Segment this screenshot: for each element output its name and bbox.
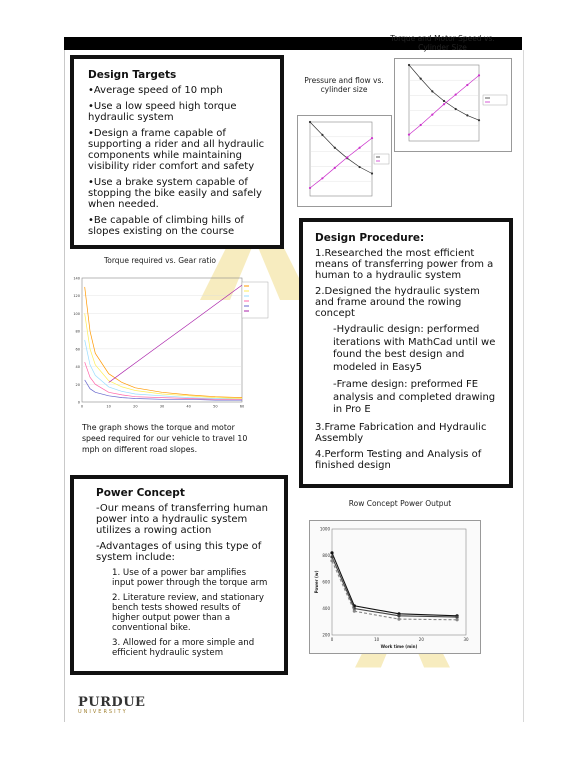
design-target-item: •Be capable of climbing hills of slopes existing on the course: [88, 215, 244, 237]
row-power-caption: Row Concept Power Output: [348, 499, 452, 508]
legend-box: [242, 282, 268, 318]
tick-label: 0: [77, 400, 80, 405]
power-concept-text: -Our means of transferring human power into a hydraulic system utilizes a rowing action: [96, 503, 268, 536]
torque-gear-caption: Torque required vs. Gear ratio: [103, 256, 217, 265]
series-line: [109, 285, 242, 382]
tick-label: 60: [75, 347, 80, 352]
tick-label: 40: [186, 404, 191, 409]
power-concept-box: [70, 475, 288, 675]
plot-area: [82, 278, 242, 402]
design-targets-box: [70, 55, 284, 249]
data-point: [321, 134, 323, 136]
tick-label: 20: [75, 382, 80, 387]
data-point: [420, 124, 422, 126]
tick-label: 40: [75, 365, 80, 370]
data-point: [420, 78, 422, 80]
series-line: [85, 313, 242, 398]
data-point: [408, 134, 410, 136]
design-targets-title: Design Targets: [88, 69, 177, 81]
data-point: [431, 114, 433, 116]
pressure-flow-chart: [297, 115, 392, 207]
data-point: [321, 177, 323, 179]
data-point: [371, 172, 373, 174]
tick-label: 30: [159, 404, 165, 409]
tick-label: 0: [330, 637, 334, 642]
data-point: [455, 94, 457, 96]
design-procedure-title: Design Procedure:: [315, 232, 425, 244]
data-point: [455, 108, 457, 110]
torque-gear-description: The graph shows the torque and motor speed required for our vehicle to travel 10 mph on different road slopes.: [82, 423, 248, 454]
data-point: [408, 64, 410, 66]
data-point: [334, 147, 336, 149]
tick-label: 30: [463, 637, 469, 642]
tick-label: 20: [133, 404, 138, 409]
data-point: [309, 187, 311, 189]
tick-label: 100: [73, 311, 80, 316]
legend-box: [483, 95, 507, 105]
data-point: [371, 137, 373, 139]
data-point: [478, 74, 480, 76]
tick-label: 600: [322, 579, 330, 585]
tick-label: 20: [418, 637, 424, 642]
data-point: [443, 103, 445, 105]
row-power-chart: [309, 520, 481, 654]
data-point: [397, 614, 400, 617]
tick-label: 10: [374, 637, 380, 642]
legend-box: [374, 154, 389, 164]
design-target-item: •Average speed of 10 mph: [88, 85, 223, 96]
series-line: [85, 380, 242, 400]
design-target-item: •Use a low speed high torque hydraulic system: [88, 101, 237, 123]
data-point: [466, 114, 468, 116]
procedure-step: 3.Frame Fabrication and Hydraulic Assembly: [315, 421, 487, 444]
data-point: [334, 167, 336, 169]
data-point: [309, 121, 311, 123]
data-point: [397, 618, 400, 621]
tick-label: 140: [73, 276, 80, 281]
procedure-step: 2.Designed the hydraulic system and frame around the rowing concept: [315, 286, 480, 319]
design-target-item: •Design a frame capable of supporting a rider and all hydraulic components while maintaining visibility rider comfort and safety: [88, 128, 265, 172]
data-point: [346, 156, 348, 158]
power-concept-title: Power Concept: [96, 487, 185, 499]
data-point: [359, 147, 361, 149]
power-concept-text: -Advantages of using this type of system include:: [96, 541, 262, 563]
tick-label: 120: [73, 294, 80, 299]
tick-label: 80: [75, 329, 80, 334]
tick-label: 800: [322, 553, 330, 558]
power-concept-subitem: 3. Allowed for a more simple and efficient hydraulic system: [112, 638, 255, 658]
design-target-item: •Use a brake system capable of stopping the bike easily and safely when needed.: [88, 177, 262, 210]
procedure-substep: -Hydraulic design: performed iterations with MathCad until we found the best design and modeled in Easy5: [333, 324, 496, 373]
power-concept-subitem: 2. Literature review, and stationary bench tests showed results of higher output power than a conventional bike.: [112, 593, 264, 633]
data-point: [330, 555, 333, 558]
torque-motor-chart: [394, 58, 512, 152]
tick-label: 50: [213, 404, 218, 409]
data-point: [455, 618, 458, 621]
purdue-logo: PURDUE: [78, 695, 146, 710]
data-point: [478, 119, 480, 121]
tick-label: 400: [322, 606, 330, 611]
data-point: [359, 166, 361, 168]
procedure-substep: -Frame design: preformed FE analysis and completed drawing in Pro E: [333, 379, 496, 415]
procedure-step: 1.Researched the most efficient means of transferring power from a human to a hydraulic system: [315, 248, 494, 281]
x-axis-label: Work time (min): [380, 644, 418, 649]
tick-label: 10: [106, 404, 111, 409]
data-point: [353, 610, 356, 613]
design-procedure-box: [299, 218, 513, 488]
tick-label: 0: [80, 404, 84, 409]
pressure-flow-caption: Pressure and flow vs. cylinder size: [304, 76, 384, 94]
y-axis-label: Power (w): [314, 570, 319, 594]
procedure-step: 4.Perform Testing and Analysis of finished design: [315, 448, 482, 471]
purdue-logo-sub: UNIVERSITY: [78, 709, 128, 715]
data-point: [330, 559, 333, 562]
data-point: [466, 84, 468, 86]
torque-motor-caption: Torque and Motor Speed vs. Cylinder Size: [390, 34, 495, 52]
tick-label: 200: [322, 632, 330, 638]
data-point: [443, 100, 445, 102]
tick-label: 60: [239, 404, 245, 409]
tick-label: 1000: [319, 526, 330, 532]
data-point: [330, 551, 333, 554]
power-concept-subitem: 1. Use of a power bar amplifies input power through the torque arm: [112, 568, 268, 588]
data-point: [431, 90, 433, 92]
torque-gear-chart: [70, 268, 270, 418]
